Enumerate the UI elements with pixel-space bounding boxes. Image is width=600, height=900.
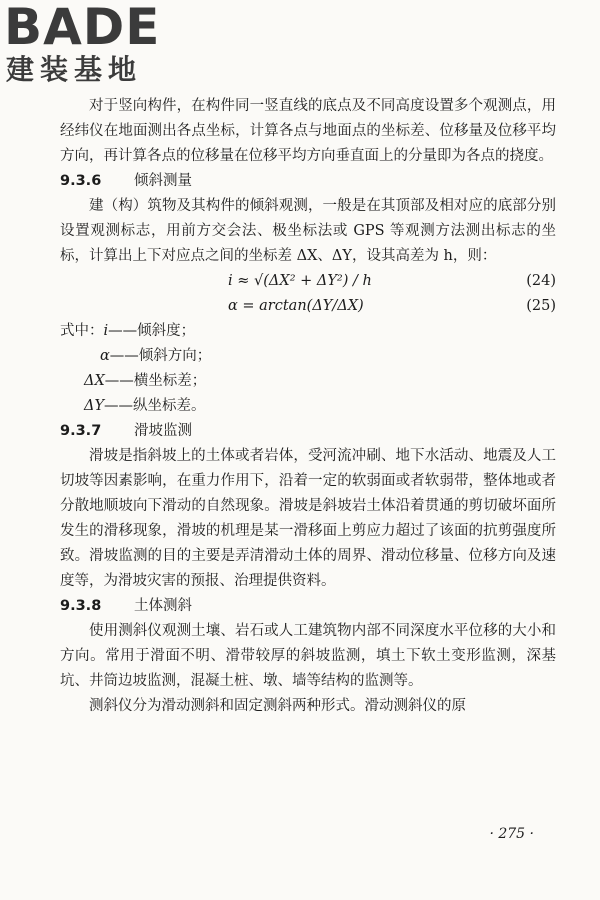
paragraph-tilt-observation: 建（构）筑物及其构件的倾斜观测，一般是在其顶部及相对应的底部分别设置观测标志，用前方交会法、极坐标法或 GPS 等观测方法测出标志的坐标，计算出上下对应点之间的坐标差 ΔX、ΔY，设其高差为 h，则：: [60, 198, 556, 264]
section-number: 9.3.8: [60, 598, 102, 614]
logo-brand-cn: 建装基地: [6, 53, 143, 86]
equation-formula: i ≈ √(ΔX² + ΔY²) / h: [228, 273, 372, 289]
page-content: [60, 94, 556, 719]
definition-delta-y: ——纵坐标差。: [104, 398, 206, 414]
where-line-alpha: [60, 344, 556, 369]
paragraph-inclinometer-use: 使用测斜仪观测土壤、岩石或人工建筑物内部不同深度水平位移的大小和方向。常用于滑面不明、滑带较厚的斜坡监测，填土下软土变形监测，深基坑、井筒边坡监测，混凝土桩、墩、墙等结构的监测等。: [60, 623, 556, 689]
page-number: · 275 ·: [489, 826, 534, 842]
where-line-dx: [60, 369, 556, 394]
where-line-dy: [60, 394, 556, 419]
equation-number: (24): [526, 273, 556, 289]
where-prefix: 式中：: [60, 323, 104, 339]
equation-25: [60, 294, 556, 319]
symbol-alpha: α: [100, 348, 110, 364]
paragraph-landslide: 滑坡是指斜坡上的土体或者岩体，受河流冲刷、地下水活动、地震及人工切坡等因素影响，在重力作用下，沿着一定的软弱面或者软弱带，整体地或者分散地顺坡向下滑动的自然现象。滑坡是斜坡岩土体沿着贯通的剪切破坏面所发生的滑移现象，滑坡的机理是某一滑移面上剪应力超过了该面的抗剪强度所致。滑坡监测的目的主要是弄清滑动土体的周界、滑动位移量、位移方向及速度等，为滑坡灾害的预报、治理提供资料。: [60, 448, 556, 589]
equation-formula: α = arctan(ΔY/ΔX): [228, 298, 364, 314]
section-title: 倾斜测量: [134, 173, 192, 189]
definition-i: ——倾斜度；: [108, 323, 196, 339]
section-heading-938: [60, 594, 556, 619]
symbol-delta-y: ΔY: [84, 398, 105, 414]
section-number: 9.3.6: [60, 173, 102, 189]
section-heading-936: [60, 169, 556, 194]
where-line-i: [60, 319, 556, 344]
definition-delta-x: ——横坐标差；: [104, 373, 207, 389]
section-title: 滑坡监测: [134, 423, 192, 439]
section-number: 9.3.7: [60, 423, 102, 439]
equation-24: [60, 269, 556, 294]
section-title: 土体测斜: [134, 598, 192, 614]
bade-logo: [4, 2, 174, 90]
symbol-delta-x: ΔX: [84, 373, 105, 389]
definition-alpha: ——倾斜方向；: [109, 348, 212, 364]
logo-brand-en: BADE: [4, 0, 161, 56]
paragraph-deflection: 对于竖向构件，在构件同一竖直线的底点及不同高度设置多个观测点，用经纬仪在地面测出各点坐标，计算各点与地面点的坐标差、位移量及位移平均方向，再计算各点的位移量在位移平均方向垂直面上的分量即为各点的挠度。: [60, 98, 556, 164]
section-heading-937: [60, 419, 556, 444]
symbol-i: i: [103, 323, 109, 339]
paragraph-inclinometer-types: 测斜仪分为滑动测斜和固定测斜两种形式。滑动测斜仪的原: [89, 698, 466, 714]
equation-number: (25): [526, 298, 556, 314]
